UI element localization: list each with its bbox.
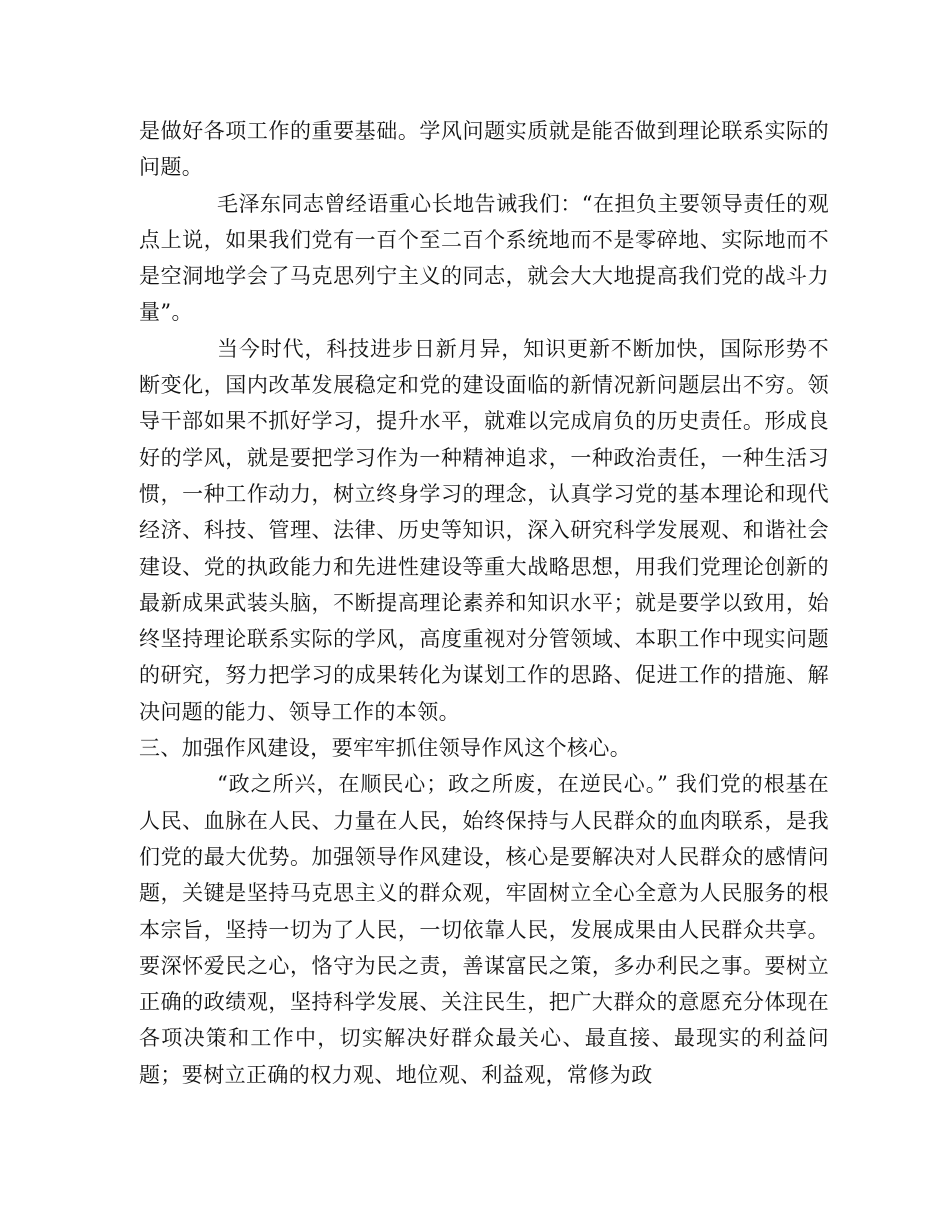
paragraph-people-connection: “政之所兴，在顺民心；政之所废，在逆民心。” 我们党的根基在人民、血脉在人民、力量在人民，始终保持与人民群众的血肉联系，是我们党的最大优势。加强领导作风建设，核心是要解决对人民群众的感情问题，关键是坚持马克思主义的群众观，牢固树立全心全意为人民服务的根本宗旨，坚持一切为了人民，一切依靠人民，发展成果由人民群众共享。要深怀爱民之心，恪守为民之责，善谋富民之策，多办利民之事。要树立正确的政绩观，坚持科学发展、关注民生，把广大群众的意愿充分体现在各项决策和工作中，切实解决好群众最关心、最直接、最现实的利益问题；要树立正确的权力观、地位观、利益观，常修为政	[139, 772, 829, 1087]
paragraph-mao-quote: 毛泽东同志曾经语重心长地告诫我们：“在担负主要领导责任的观点上说，如果我们党有一百个至二百个系统地而不是零碎地、实际地而不是空洞地学会了马克思列宁主义的同志，就会大大地提高我们党的战斗力量”。	[139, 191, 829, 325]
section-heading-work-style: 三、加强作风建设，要牢牢抓住领导作风这个核心。	[139, 736, 632, 761]
document-body	[139, 113, 829, 1093]
paragraph-learning-foundation: 是做好各项工作的重要基础。学风问题实质就是能否做到理论联系实际的问题。	[139, 119, 829, 180]
paragraph-study-style: 当今时代，科技进步日新月异，知识更新不断加快，国际形势不断变化，国内改革发展稳定和党的建设面临的新情况新问题层出不穷。领导干部如果不抓好学习，提升水平，就难以完成肩负的历史责任。形成良好的学风，就是要把学习作为一种精神追求，一种政治责任，一种生活习惯，一种工作动力，树立终身学习的理念，认真学习党的基本理论和现代经济、科技、管理、法律、历史等知识，深入研究科学发展观、和谐社会建设、党的执政能力和先进性建设等重大战略思想，用我们党理论创新的最新成果武装头脑，不断提高理论素养和知识水平；就是要学以致用，始终坚持理论联系实际的学风，高度重视对分管领域、本职工作中现实问题的研究，努力把学习的成果转化为谋划工作的思路、促进工作的措施、解决问题的能力、领导工作的本领。	[139, 336, 829, 724]
